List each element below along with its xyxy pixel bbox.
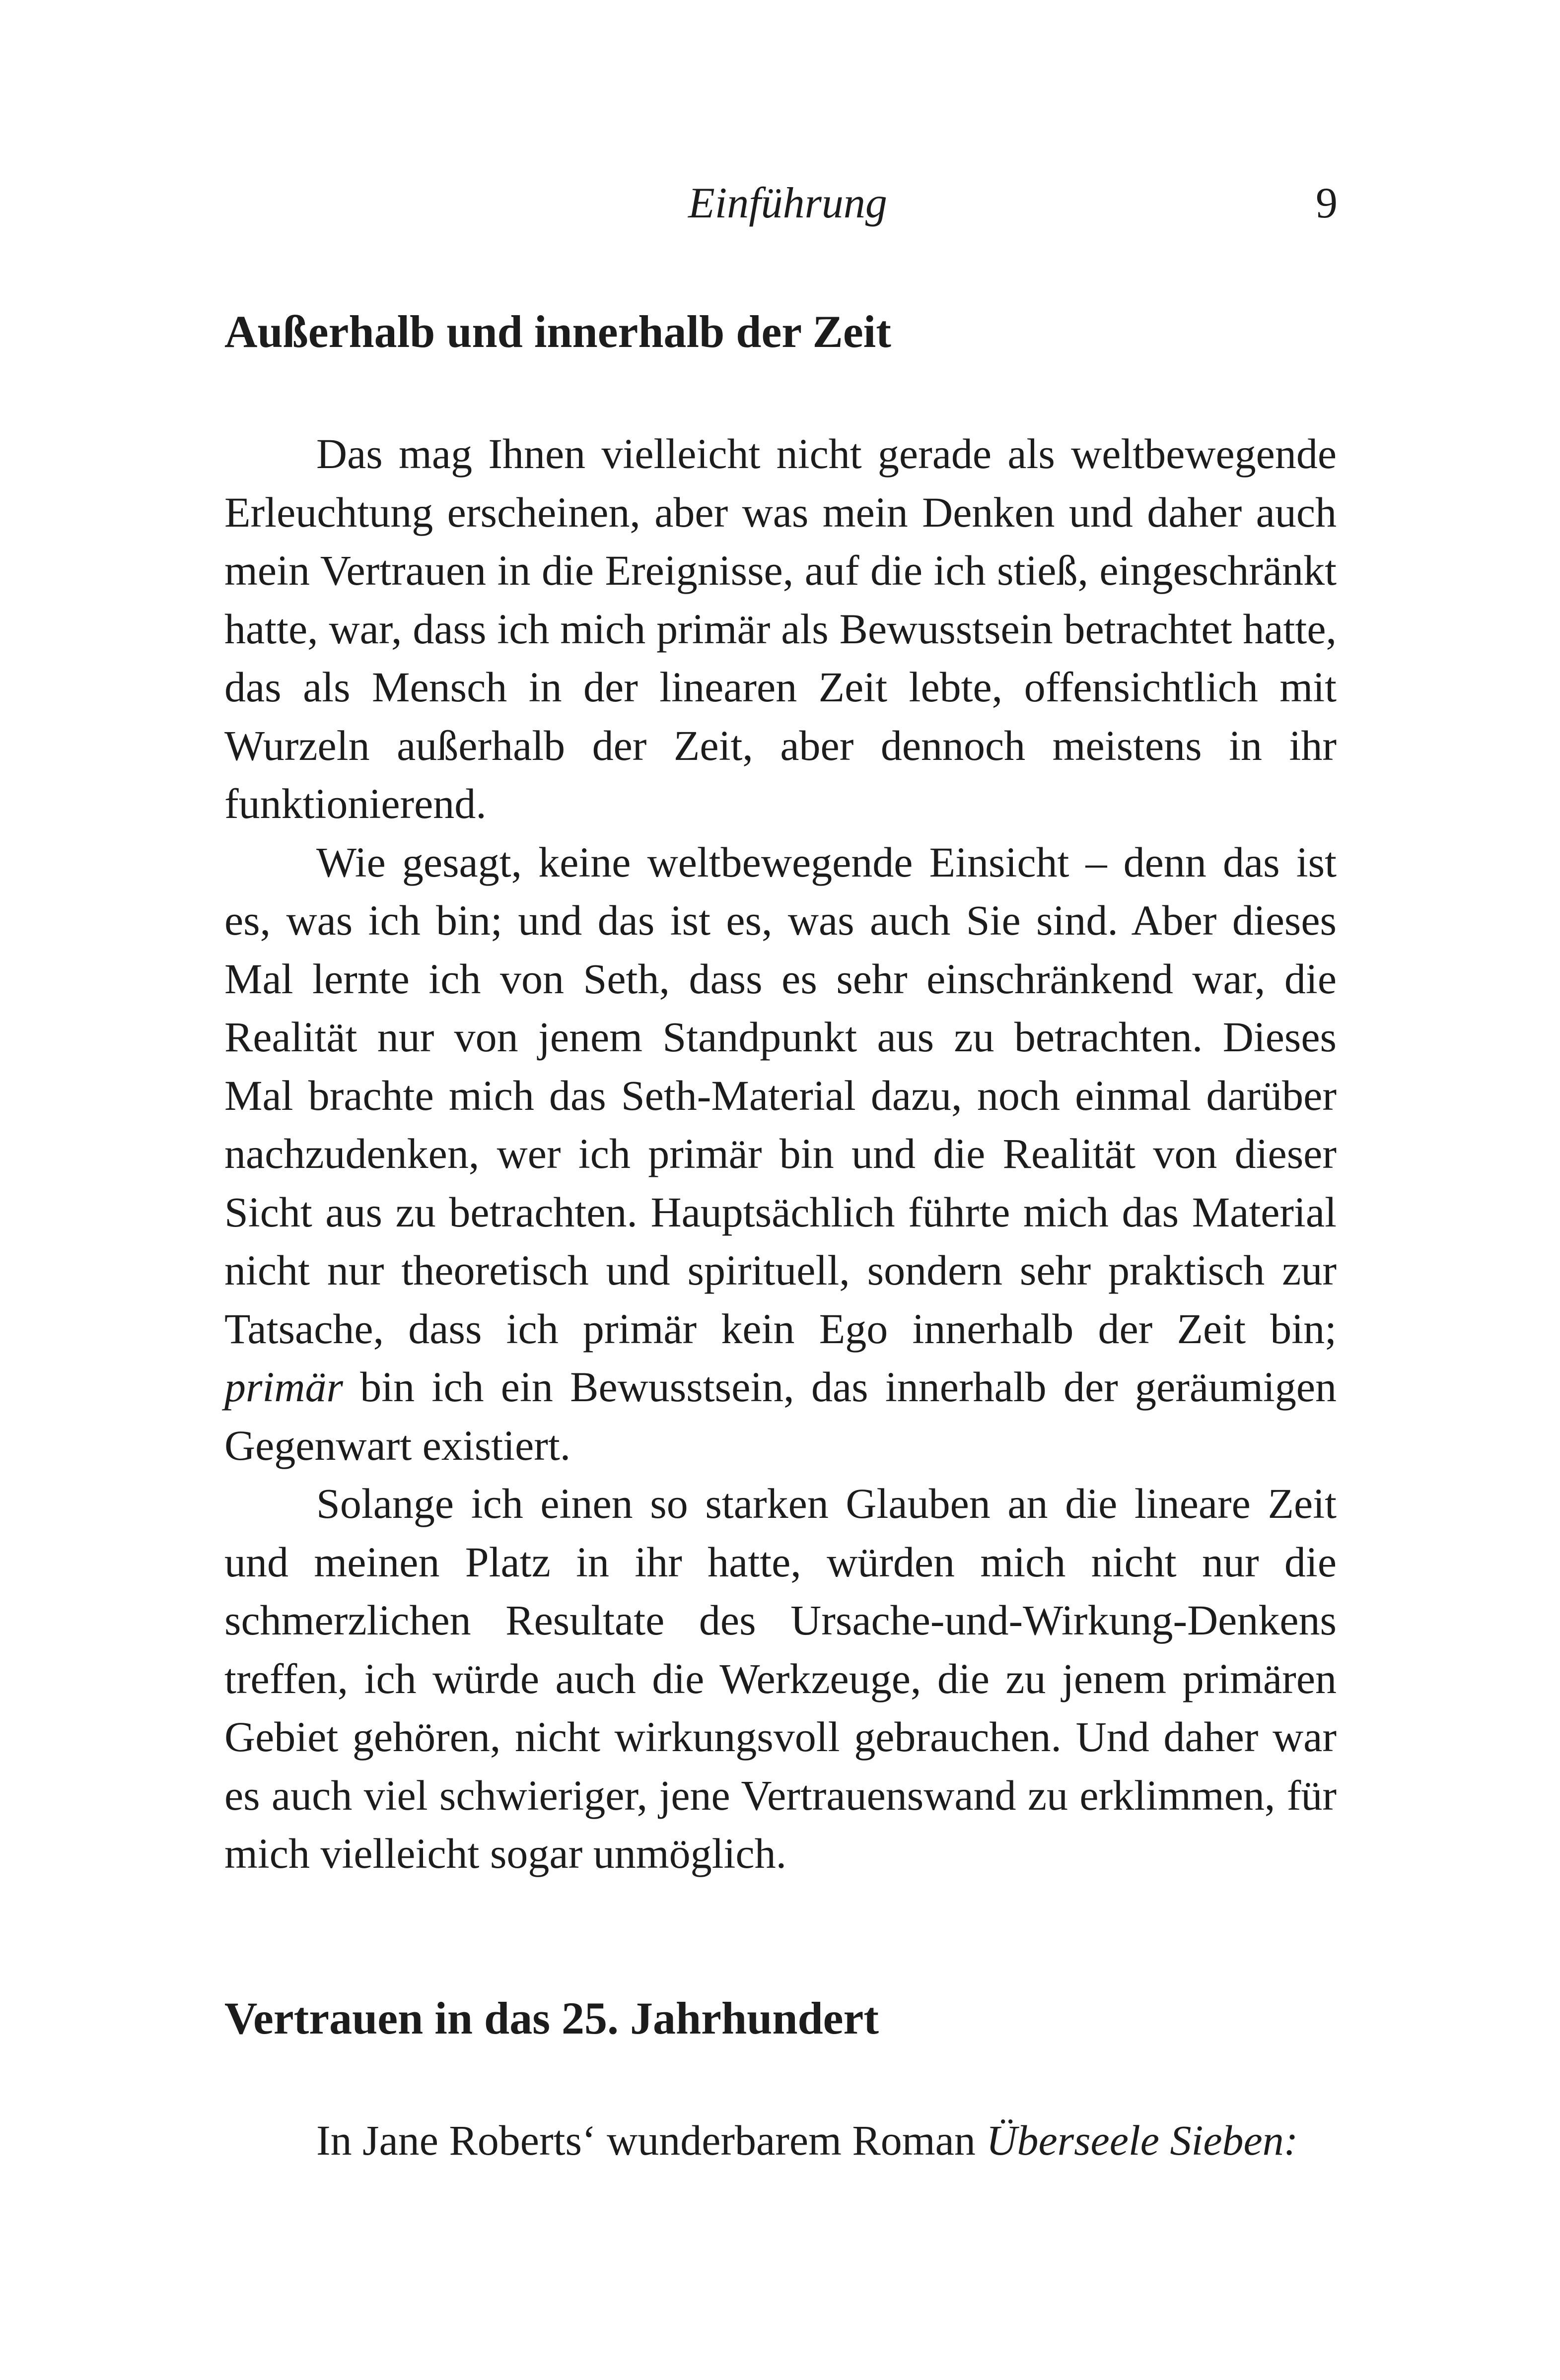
book-title: Überseele Sieben:	[986, 2116, 1298, 2164]
body-paragraph	[224, 833, 1337, 1475]
emphasized-word: primär	[224, 1363, 343, 1411]
running-title: Einführung	[688, 179, 887, 227]
paragraph-text-continued: bin ich ein Bewusstsein, das innerhalb der geräumigen Gegenwart existiert.	[224, 1363, 1337, 1469]
section-outside-inside-time	[224, 303, 1337, 1883]
paragraph-text: Solange ich einen so starken Glauben an die lineare Zeit und meinen Platz in ihr hatte, würden mich nicht nur die schmerzlichen Resultate des Ursache-und-Wirkung-Denkens treffen, ich würde auch die Werkzeuge, die zu jenem primären Gebiet gehören, nicht wirkungsvoll gebrauchen. Und daher war es auch viel schwieriger, jene Vertrauenswand zu erklimmen, für mich vielleicht sogar unmöglich.	[224, 1480, 1337, 1877]
section-heading: Außerhalb und innerhalb der Zeit	[224, 306, 891, 357]
running-header	[0, 176, 1560, 231]
section-heading: Vertrauen in das 25. Jahrhundert	[224, 1992, 879, 2043]
paragraph-text: Das mag Ihnen vielleicht nicht gerade als weltbewegende Erleuchtung erscheinen, aber was mein Denken und daher auch mein Vertrauen in die Ereignisse, auf die ich stieß, eingeschränkt hatte, war, dass ich mich primär als Bewusstsein betrachtet hatte, das als Mensch in der linearen Zeit lebte, offensichtlich mit Wurzeln außerhalb der Zeit, aber dennoch meistens in ihr funktionierend.	[224, 430, 1337, 827]
section-trust-25th-century	[224, 1989, 1337, 2170]
page-number: 9	[1316, 179, 1338, 227]
paragraph-text: In Jane Roberts‘ wunderbarem Roman	[316, 2116, 976, 2164]
body-paragraph	[224, 2111, 1337, 2170]
page-body	[224, 303, 1337, 2170]
paragraph-text: Wie gesagt, keine weltbewegende Einsicht – denn das ist es, was ich bin; und das ist es, was auch Sie sind. Aber dieses Mal lernte ich von Seth, dass es sehr einschränkend war, die Realität nur von jenem Standpunkt aus zu betrachten. Dieses Mal brachte mich das Seth-Material dazu, noch einmal darüber nachzudenken, wer ich primär bin und die Realität von dieser Sicht aus zu betrachten. Hauptsächlich führte mich das Material nicht nur theoretisch und spirituell, sondern sehr praktisch zur Tatsache, dass ich primär kein Ego innerhalb der Zeit bin;	[224, 838, 1337, 1353]
body-paragraph	[224, 1475, 1337, 1883]
body-paragraph	[224, 425, 1337, 833]
